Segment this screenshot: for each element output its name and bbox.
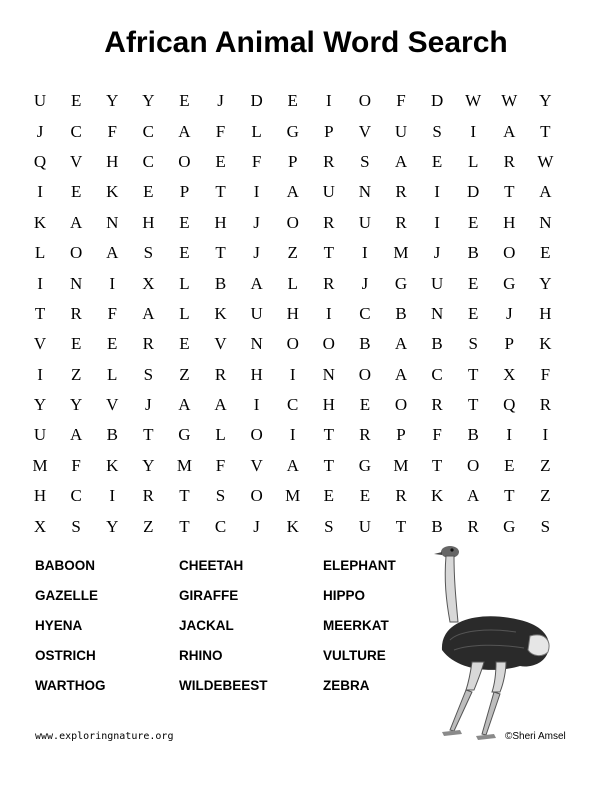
page-title: African Animal Word Search [104, 26, 508, 59]
grid-letter: H [106, 151, 119, 171]
grid-letter: E [431, 151, 443, 171]
grid-letter: O [358, 364, 372, 384]
grid-letter: K [33, 212, 47, 232]
grid-letter: N [70, 273, 83, 293]
grid-letter: Z [287, 243, 298, 263]
grid-letter: V [358, 121, 372, 141]
word-list-item: RHINO [179, 648, 223, 663]
grid-letter: O [70, 243, 83, 263]
word-list-item: CHEETAH [179, 558, 244, 573]
grid-letter: A [142, 303, 155, 323]
grid-letter: R [142, 486, 154, 506]
grid-letter: U [358, 516, 372, 536]
grid-letter: G [394, 273, 408, 293]
grid-letter: H [286, 303, 299, 323]
grid-letter: V [250, 455, 263, 475]
grid-letter: Z [540, 486, 551, 506]
grid-letter: B [431, 334, 443, 354]
grid-letter: A [503, 121, 516, 141]
grid-letter: W [465, 91, 482, 111]
grid-letter: T [504, 182, 515, 202]
grid-letter: R [359, 425, 371, 445]
grid-letter: E [70, 182, 82, 202]
grid-letter: M [285, 486, 301, 506]
grid-letter: R [323, 151, 335, 171]
grid-letter: C [70, 486, 82, 506]
grid-row [22, 86, 563, 116]
grid-letter: T [179, 486, 190, 506]
grid-row [22, 511, 563, 541]
grid-letter: K [539, 334, 552, 354]
grid-letter: E [287, 91, 298, 111]
grid-letter: U [394, 121, 408, 141]
grid-letter: L [251, 121, 262, 141]
grid-letter: E [179, 91, 190, 111]
grid-letter: E [70, 91, 82, 111]
grid-letter: C [287, 395, 299, 415]
grid-letter: T [540, 121, 551, 141]
grid-letter: I [37, 182, 43, 202]
grid-letter: A [178, 121, 191, 141]
grid-letter: R [395, 486, 407, 506]
grid-letter: T [467, 364, 479, 384]
grid-letter: N [106, 212, 119, 232]
grid-row [22, 390, 563, 420]
grid-letter: A [286, 455, 299, 475]
grid-letter: T [431, 455, 443, 475]
grid-letter: K [106, 455, 119, 475]
grid-letter: J [253, 243, 260, 263]
grid-letter: O [286, 334, 299, 354]
grid-letter: E [467, 212, 479, 232]
grid-letter: F [251, 151, 262, 171]
grid-letter: P [179, 182, 190, 202]
grid-letter: A [70, 425, 83, 445]
grid-letter: P [287, 151, 298, 171]
grid-letter: S [324, 516, 334, 536]
grid-row [22, 208, 563, 238]
grid-letter: R [503, 151, 515, 171]
grid-letter: T [395, 516, 407, 536]
grid-letter: Y [539, 273, 552, 293]
grid-letter: M [176, 455, 192, 475]
grid-letter: Z [70, 364, 82, 384]
grid-letter: U [250, 303, 263, 323]
grid-letter: M [393, 455, 409, 475]
word-list-item: WARTHOG [35, 678, 106, 693]
grid-letter: F [432, 425, 442, 445]
word-list-item: GIRAFFE [179, 588, 239, 603]
grid-letter: U [430, 273, 444, 293]
grid-letter: L [34, 243, 46, 263]
grid-letter: G [286, 121, 299, 141]
grid-letter: A [394, 334, 408, 354]
word-list-item: GAZELLE [35, 588, 98, 603]
grid-letter: E [179, 243, 190, 263]
grid-letter: E [467, 303, 479, 323]
grid-letter: B [106, 425, 118, 445]
grid-letter: S [215, 486, 226, 506]
grid-letter: L [107, 364, 118, 384]
grid-letter: H [503, 212, 516, 232]
grid-letter: C [214, 516, 227, 536]
word-list-item: JACKAL [179, 618, 234, 633]
grid-letter: J [217, 91, 224, 111]
word-list-item: HIPPO [323, 588, 366, 603]
grid-letter: O [250, 486, 263, 506]
grid-letter: H [322, 395, 335, 415]
grid-letter: H [142, 212, 155, 232]
grid-letter: T [504, 486, 515, 506]
grid-row [22, 147, 563, 177]
grid-letter: T [215, 243, 226, 263]
grid-letter: E [179, 212, 190, 232]
grid-letter: T [323, 243, 334, 263]
grid-letter: Y [33, 395, 47, 415]
grid-letter: Y [539, 91, 552, 111]
grid-letter: E [215, 151, 226, 171]
grid-letter: I [289, 364, 296, 384]
word-list-item: VULTURE [323, 648, 386, 663]
grid-letter: J [361, 273, 369, 293]
grid-letter: T [323, 425, 334, 445]
grid-letter: R [395, 182, 407, 202]
grid-letter: X [503, 364, 516, 384]
grid-letter: D [430, 91, 444, 111]
grid-letter: I [325, 91, 332, 111]
grid-letter: D [467, 182, 480, 202]
grid-letter: U [322, 182, 335, 202]
grid-letter: K [106, 182, 119, 202]
grid-letter: L [215, 425, 226, 445]
grid-letter: O [503, 243, 516, 263]
grid-letter: V [214, 334, 227, 354]
grid-letter: T [143, 425, 154, 445]
grid-letter: L [287, 273, 298, 293]
grid-letter: J [36, 121, 44, 141]
grid-letter: C [431, 364, 443, 384]
grid-letter: I [37, 273, 43, 293]
word-list-item: ZEBRA [323, 678, 370, 693]
grid-letter: E [504, 455, 515, 475]
grid-letter: Y [142, 91, 155, 111]
grid-letter: A [250, 273, 263, 293]
grid-letter: K [286, 516, 299, 536]
grid-letter: N [430, 303, 444, 323]
ostrich-icon [420, 540, 560, 750]
grid-letter: Y [106, 516, 119, 536]
grid-letter: N [322, 364, 335, 384]
grid-letter: O [322, 334, 335, 354]
grid-letter: R [323, 212, 335, 232]
grid-letter: Y [106, 91, 119, 111]
grid-letter: S [468, 334, 478, 354]
grid-letter: V [70, 151, 83, 171]
grid-letter: U [33, 425, 47, 445]
grid-row [22, 481, 563, 511]
grid-letter: I [506, 425, 513, 445]
grid-letter: B [467, 425, 479, 445]
grid-letter: A [178, 395, 191, 415]
grid-letter: F [71, 455, 81, 475]
grid-letter: I [253, 395, 260, 415]
grid-letter: N [250, 334, 263, 354]
grid-letter: A [286, 182, 299, 202]
grid-letter: I [362, 243, 368, 263]
word-list-item: WILDEBEEST [179, 678, 268, 693]
grid-letter: O [467, 455, 480, 475]
grid-letter: R [323, 273, 335, 293]
grid-letter: Y [142, 455, 155, 475]
word-list-item: BABOON [35, 558, 95, 573]
grid-letter: I [109, 486, 116, 506]
grid-letter: H [214, 212, 227, 232]
grid-row [22, 420, 563, 450]
grid-letter: W [501, 91, 518, 111]
grid-letter: U [358, 212, 372, 232]
grid-letter: G [178, 425, 191, 445]
letter-grid [22, 86, 563, 542]
grid-letter: F [107, 303, 117, 323]
grid-letter: H [33, 486, 47, 506]
grid-letter: W [537, 151, 554, 171]
grid-letter: F [540, 364, 551, 384]
grid-letter: S [360, 151, 370, 171]
grid-letter: I [434, 212, 440, 232]
grid-letter: X [33, 516, 47, 536]
grid-letter: I [109, 273, 116, 293]
grid-letter: I [37, 364, 43, 384]
grid-letter: A [394, 151, 408, 171]
grid-letter: V [106, 395, 119, 415]
grid-letter: Y [70, 395, 83, 415]
grid-letter: Z [179, 364, 190, 384]
grid-letter: I [253, 182, 260, 202]
grid-letter: I [289, 425, 296, 445]
grid-letter: E [467, 273, 479, 293]
grid-letter: G [503, 273, 516, 293]
grid-letter: H [250, 364, 263, 384]
grid-letter: D [250, 91, 263, 111]
grid-letter: E [359, 486, 371, 506]
grid-letter: A [539, 182, 552, 202]
grid-letter: N [358, 182, 372, 202]
word-list-item: MEERKAT [323, 618, 389, 633]
grid-letter: T [179, 516, 190, 536]
grid-letter: F [215, 455, 226, 475]
grid-letter: S [143, 364, 154, 384]
grid-letter: Q [33, 151, 47, 171]
grid-letter: B [214, 273, 227, 293]
grid-row [22, 299, 563, 329]
grid-letter: J [253, 212, 260, 232]
grid-letter: Z [143, 516, 154, 536]
grid-letter: S [540, 516, 551, 536]
grid-letter: C [142, 121, 154, 141]
grid-letter: F [396, 91, 406, 111]
grid-letter: J [433, 243, 441, 263]
grid-letter: C [359, 303, 371, 323]
grid-letter: B [395, 303, 407, 323]
grid-letter: A [214, 395, 227, 415]
grid-letter: R [142, 334, 154, 354]
grid-letter: S [143, 243, 154, 263]
grid-letter: O [178, 151, 191, 171]
grid-letter: B [467, 243, 479, 263]
grid-letter: F [107, 121, 117, 141]
grid-letter: I [325, 303, 332, 323]
grid-letter: E [143, 182, 154, 202]
grid-letter: J [505, 303, 513, 323]
grid-letter: A [70, 212, 83, 232]
grid-letter: T [467, 395, 479, 415]
grid-letter: E [323, 486, 334, 506]
grid-letter: O [394, 395, 408, 415]
grid-letter: R [431, 395, 443, 415]
grid-letter: J [253, 516, 260, 536]
grid-letter: R [395, 212, 407, 232]
grid-letter: L [179, 273, 190, 293]
author-credit: ©Sheri Amsel [505, 731, 566, 742]
grid-letter: T [34, 303, 46, 323]
grid-row [22, 268, 563, 298]
grid-letter: E [179, 334, 190, 354]
grid-letter: Q [503, 395, 516, 415]
grid-letter: S [71, 516, 81, 536]
grid-letter: T [215, 182, 226, 202]
grid-letter: T [323, 455, 334, 475]
grid-letter: K [214, 303, 227, 323]
grid-letter: I [542, 425, 549, 445]
grid-letter: O [286, 212, 299, 232]
grid-letter: O [358, 91, 372, 111]
grid-letter: R [539, 395, 552, 415]
grid-row [22, 177, 563, 207]
grid-letter: H [539, 303, 552, 323]
grid-letter: B [431, 516, 443, 536]
grid-letter: B [359, 334, 371, 354]
grid-letter: J [145, 395, 152, 415]
word-list-item: ELEPHANT [323, 558, 396, 573]
grid-letter: X [142, 273, 155, 293]
grid-letter: L [179, 303, 190, 323]
grid-letter: E [359, 395, 371, 415]
grid-letter: Z [540, 455, 551, 475]
grid-letter: P [504, 334, 514, 354]
grid-letter: P [324, 121, 334, 141]
website-url: www.exploringnature.org [35, 731, 174, 742]
grid-row [22, 329, 563, 359]
grid-row [22, 238, 563, 268]
grid-row [22, 360, 563, 390]
grid-letter: G [503, 516, 516, 536]
word-list-item: HYENA [35, 618, 83, 633]
grid-letter: E [107, 334, 118, 354]
grid-row [22, 451, 563, 481]
word-list [35, 556, 435, 706]
grid-letter: A [467, 486, 480, 506]
grid-letter: R [214, 364, 227, 384]
grid-letter: E [540, 243, 551, 263]
grid-letter: L [467, 151, 479, 171]
grid-letter: R [70, 303, 82, 323]
grid-row [22, 116, 563, 146]
grid-letter: I [470, 121, 476, 141]
grid-letter: F [215, 121, 226, 141]
grid-letter: I [434, 182, 440, 202]
grid-letter: R [467, 516, 479, 536]
grid-letter: M [32, 455, 48, 475]
grid-letter: M [393, 243, 409, 263]
grid-letter: P [396, 425, 406, 445]
grid-letter: C [70, 121, 82, 141]
word-list-item: OSTRICH [35, 648, 96, 663]
grid-letter: E [70, 334, 82, 354]
grid-letter: G [358, 455, 372, 475]
grid-letter: S [432, 121, 442, 141]
grid-letter: C [142, 151, 154, 171]
grid-letter: V [33, 334, 47, 354]
grid-letter: N [539, 212, 552, 232]
grid-letter: U [33, 91, 47, 111]
grid-letter: K [430, 486, 444, 506]
grid-letter: A [106, 243, 119, 263]
grid-letter: A [394, 364, 408, 384]
grid-letter: O [250, 425, 263, 445]
